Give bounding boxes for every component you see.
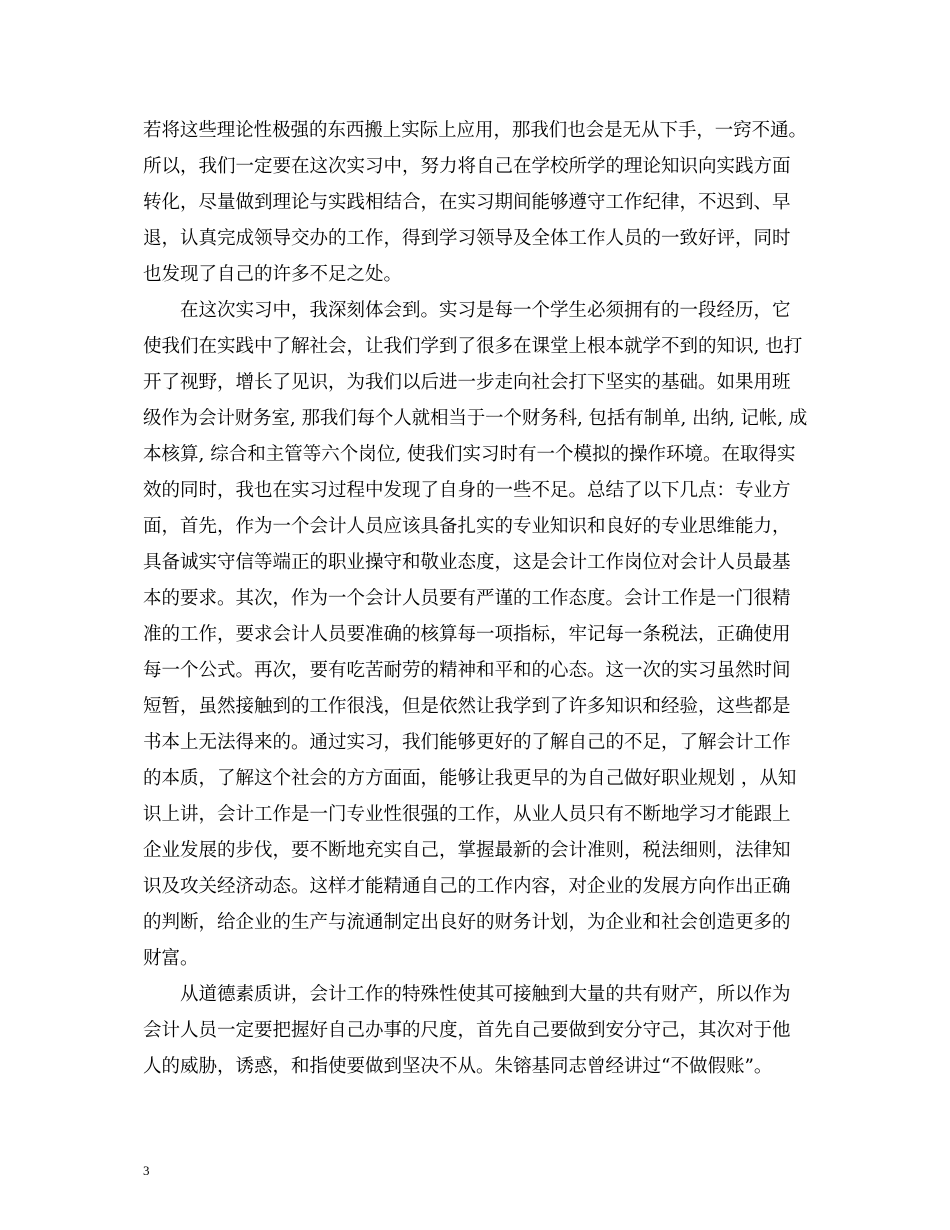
text-line: 所以，我们一定要在这次实习中，努力将自己在学校所学的理论知识向实践方面 xyxy=(143,156,791,177)
text-line: 使我们在实践中了解社会，让我们学到了很多在课堂上根本就学不到的知识, 也打 xyxy=(143,336,803,357)
text-line: 每一个公式。再次，要有吃苦耐劳的精神和平和的心态。这一次的实习虽然时间 xyxy=(143,660,791,681)
text-line: 转化，尽量做到理论与实践相结合，在实习期间能够遵守工作纪律，不迟到、早 xyxy=(143,192,791,213)
page-number: 3 xyxy=(143,1163,150,1178)
text-line: 的判断，给企业的生产与流通制定出良好的财务计划，为企业和社会创造更多的 xyxy=(143,912,791,933)
text-line: 级作为会计财务室, 那我们每个人就相当于一个财务科, 包括有制单, 出纳, 记帐, 成 xyxy=(143,408,808,429)
text-line: 识及攻关经济动态。这样才能精通自己的工作内容，对企业的发展方向作出正确 xyxy=(143,876,791,897)
text-line: 开了视野，增长了见识，为我们以后进一步走向社会打下坚实的基础。如果用班 xyxy=(143,372,791,393)
text-line: 效的同时，我也在实习过程中发现了自身的一些不足。总结了以下几点：专业方 xyxy=(143,480,791,501)
text-line: 本核算, 综合和主管等六个岗位, 使我们实习时有一个模拟的操作环境。在取得实 xyxy=(143,444,796,465)
text-line: 识上讲，会计工作是一门专业性很强的工作，从业人员只有不断地学习才能跟上 xyxy=(143,804,791,825)
text-line: 的本质，了解这个社会的方方面面，能够让我更早的为自己做好职业规划 ，从知 xyxy=(143,768,797,789)
text-line: 准的工作，要求会计人员要准确的核算每一项指标，牢记每一条税法，正确使用 xyxy=(143,624,791,645)
text-line: 面，首先，作为一个会计人员应该具备扎实的专业知识和良好的专业思维能力， xyxy=(143,516,791,537)
text-line: 从道德素质讲，会计工作的特殊性使其可接触到大量的共有财产，所以作为 xyxy=(143,984,791,1005)
text-line: 短暂，虽然接触到的工作很浅，但是依然让我学到了许多知识和经验，这些都是 xyxy=(143,696,791,717)
text-line: 若将这些理论性极强的东西搬上实际上应用，那我们也会是无从下手，一窍不通。 xyxy=(143,120,808,141)
text-line: 具备诚实守信等端正的职业操守和敬业态度，这是会计工作岗位对会计人员最基 xyxy=(143,552,791,573)
text-line: 人的威胁，诱惑，和指使要做到坚决不从。朱镕基同志曾经讲过“不做假账”。 xyxy=(143,1056,773,1077)
text-line: 退，认真完成领导交办的工作，得到学习领导及全体工作人员的一致好评，同时 xyxy=(143,228,791,249)
text-line: 在这次实习中，我深刻体会到。实习是每一个学生必须拥有的一段经历，它 xyxy=(143,300,791,321)
text-line: 企业发展的步伐，要不断地充实自己，掌握最新的会计准则，税法细则，法律知 xyxy=(143,840,791,861)
text-line: 会计人员一定要把握好自己办事的尺度，首先自己要做到安分守己，其次对于他 xyxy=(143,1020,791,1041)
text-line: 财富。 xyxy=(143,948,199,969)
text-line: 也发现了自己的许多不足之处。 xyxy=(143,264,403,285)
text-line: 书本上无法得来的。通过实习，我们能够更好的了解自己的不足，了解会计工作 xyxy=(143,732,791,753)
text-line: 本的要求。其次，作为一个会计人员要有严谨的工作态度。会计工作是一门很精 xyxy=(143,588,791,609)
